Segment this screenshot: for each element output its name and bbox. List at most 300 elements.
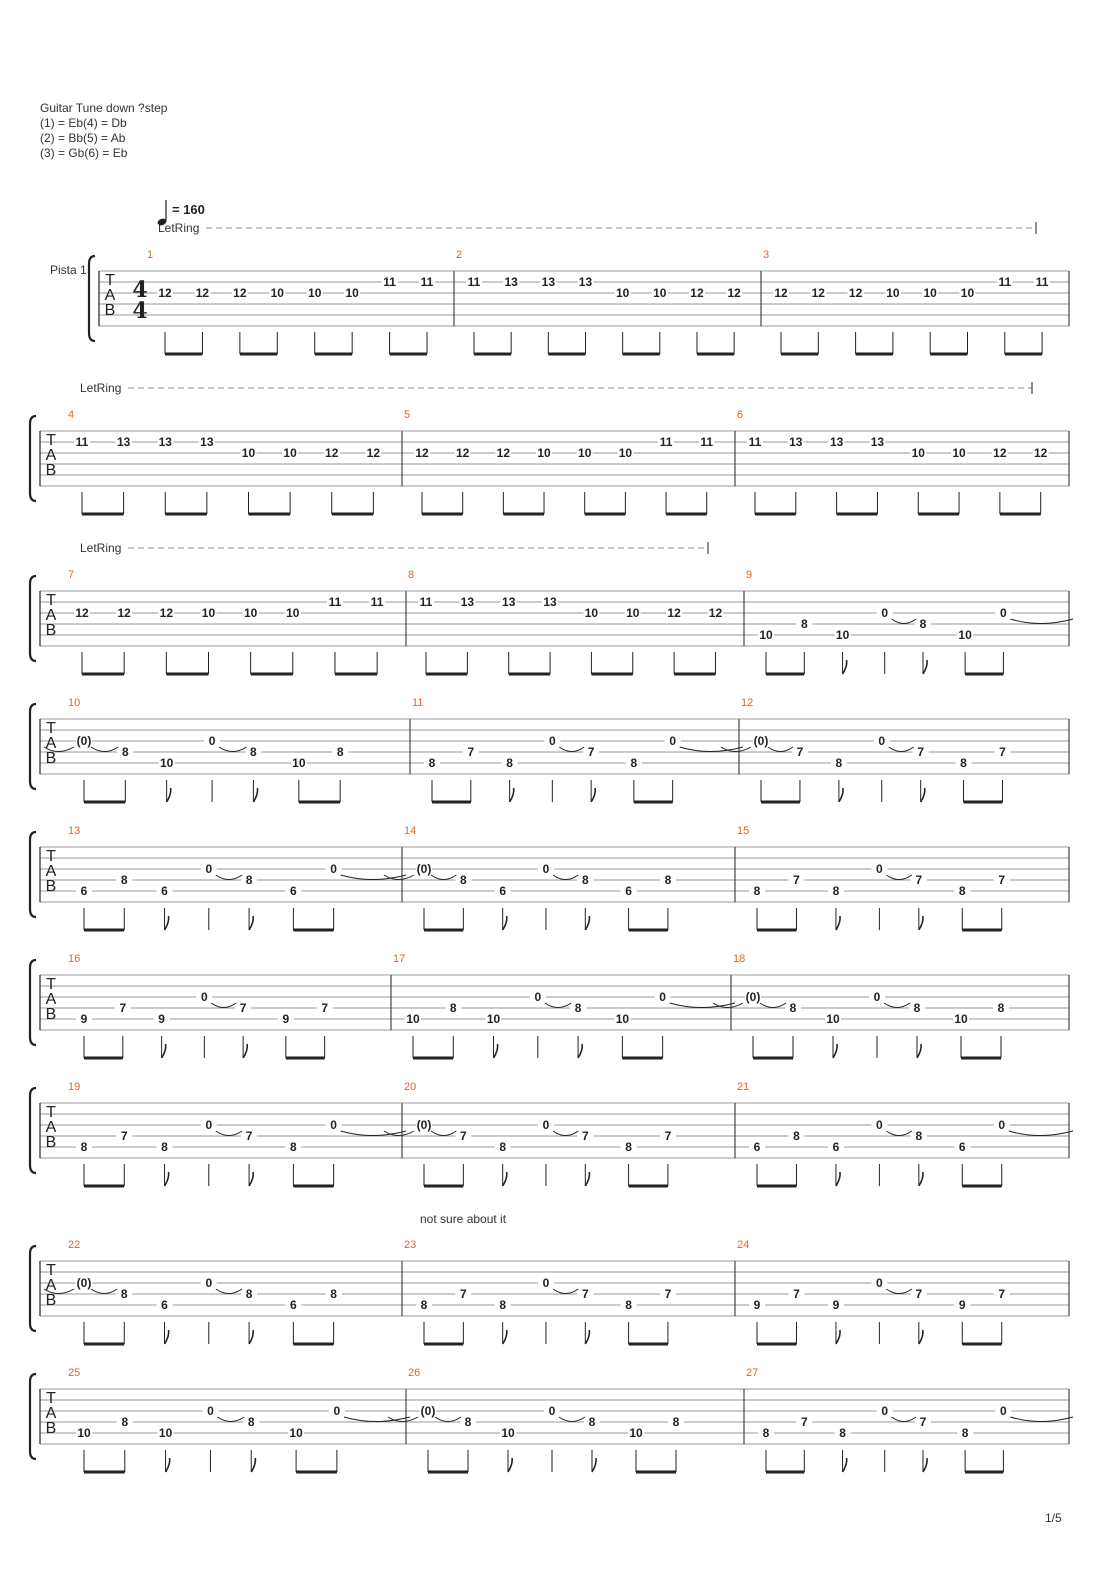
tab-clef-letter: B [45,462,57,479]
tab-clef-letter: B [45,622,57,639]
measure-number: 19 [68,1081,81,1093]
measure-number: 4 [68,409,75,421]
fret-number: 0 [669,734,677,748]
fret-number: 6 [499,884,507,898]
fret-number: 0 [200,990,208,1004]
fret-number: 10 [486,1012,501,1026]
note-flag [921,788,925,802]
measure-number: 1 [147,249,154,261]
note-flag [249,1172,253,1186]
fret-number: 10 [629,1426,643,1440]
fret-number: 0 [881,606,889,620]
tie-arc [892,619,916,624]
note-flag [592,1458,596,1472]
tab-clef-letter: T [46,432,56,449]
fret-number: 12 [415,446,429,460]
fret-number: 12 [774,286,788,300]
fret-number: 8 [449,1001,457,1015]
measure-number: 13 [68,825,81,837]
note-flag [919,916,923,930]
fret-number: 9 [80,1012,88,1026]
system-bracket [30,1246,36,1331]
measure-number: 5 [404,409,411,421]
tab-clef-letter: T [46,1104,56,1121]
note-flag [585,916,589,930]
fret-number: 8 [839,1426,846,1440]
fret-number: 12 [159,606,174,620]
fret-number: 8 [625,1298,632,1312]
fret-number: 10 [77,1426,91,1440]
tab-clef-letter: A [45,1277,57,1294]
fret-number: 11 [419,595,433,609]
fret-number: (0) [76,734,92,748]
tab-clef-letter: B [45,1292,57,1309]
fret-number: (0) [416,1118,432,1132]
note-flag [251,1458,255,1472]
system-bracket [30,1374,36,1459]
fret-number: 7 [915,873,923,887]
fret-number: 0 [998,1118,1006,1132]
tab-clef-letter: B [45,1420,57,1437]
measure-number: 24 [737,1239,750,1251]
tab-clef-letter: T [46,976,56,993]
note-flag [166,1458,170,1472]
tab-clef-letter: A [45,991,57,1008]
note-flag [591,788,595,802]
measure-number: 11 [412,697,424,709]
fret-number: 10 [308,286,322,300]
fret-number: 11 [75,435,89,449]
fret-number: 7 [321,1001,329,1015]
note-flag [162,1044,166,1058]
fret-number: 6 [625,884,632,898]
fret-number: 8 [832,884,840,898]
note-flag [165,1330,169,1344]
measure-number: 20 [404,1081,417,1093]
tie-arc [431,875,456,880]
fret-number: 0 [534,990,542,1004]
fret-number: 10 [923,286,937,300]
measure-number: 2 [456,249,463,261]
note-flag [919,1330,923,1344]
fret-number: 10 [911,446,925,460]
fret-number: 10 [578,446,592,460]
fret-number: 8 [428,756,436,770]
fret-number: 6 [832,1140,840,1154]
fret-number: 11 [998,275,1012,289]
tie-arc [892,1417,916,1422]
fret-number: 8 [250,745,257,759]
tie-arc [216,875,242,880]
fret-number: 10 [615,286,630,300]
note-flag [836,1330,840,1344]
tab-clef-letter: T [46,1390,56,1407]
fret-number: 13 [502,595,516,609]
measure-number: 17 [393,953,406,965]
measure-number: 26 [408,1367,421,1379]
tie-arc [1009,1131,1073,1136]
fret-number: 0 [876,1276,883,1290]
fret-number: 7 [998,873,1006,887]
tab-clef-letter: B [104,302,116,319]
tuning-line-3: (3) = Gb(6) = Eb [40,146,128,160]
fret-number: 0 [873,990,881,1004]
fret-number: 11 [383,275,396,289]
note-flag [833,1044,837,1058]
fret-number: 8 [913,1001,921,1015]
tab-clef-letter: A [45,1405,57,1422]
page-number: 1/5 [1045,1511,1062,1525]
fret-number: 10 [406,1012,420,1026]
fret-number: 8 [672,1415,680,1429]
fret-number: 12 [727,286,741,300]
fret-number: 10 [270,286,284,300]
note-flag [843,1458,847,1472]
measure-number: 18 [733,953,746,965]
fret-number: 8 [290,1140,297,1154]
fret-number: 10 [615,1012,630,1026]
fret-number: 10 [835,628,850,642]
fret-number: 10 [158,1426,173,1440]
fret-number: 0 [333,1404,341,1418]
fret-number: 12 [325,446,339,460]
tie-arc [341,1131,406,1136]
fret-number: 0 [330,862,337,876]
tab-clef-letter: A [45,1119,57,1136]
fret-number: 7 [581,1287,589,1301]
fret-number: 7 [119,1001,127,1015]
fret-number: 9 [832,1298,840,1312]
fret-number: 9 [753,1298,761,1312]
tab-clef-letter: B [45,1006,57,1023]
fret-number: 8 [121,1415,129,1429]
tab-clef-letter: B [45,750,57,767]
measure-number: 9 [746,569,753,581]
fret-number: 8 [789,1001,797,1015]
note-flag [165,916,169,930]
tab-clef-letter: A [45,863,57,880]
fret-number: (0) [76,1276,92,1290]
fret-number: 8 [464,1415,472,1429]
fret-number: 7 [664,1287,672,1301]
fret-number: 13 [200,435,214,449]
fret-number: 8 [762,1426,770,1440]
fret-number: 11 [420,275,434,289]
fret-number: 8 [800,617,808,631]
measure-number: 15 [737,825,750,837]
tie-arc [1010,619,1073,624]
fret-number: 0 [205,1276,213,1290]
measure-number: 16 [68,953,81,965]
system-bracket [30,1088,36,1173]
fret-number: 10 [283,446,297,460]
fret-number: 8 [588,1415,596,1429]
note-flag [510,788,514,802]
fret-number: 7 [796,745,804,759]
fret-number: 0 [205,862,213,876]
measure-number: 3 [763,249,770,261]
fret-number: 8 [958,884,966,898]
tab-clef-letter: B [45,878,57,895]
note-flag [585,1330,589,1344]
fret-number: 8 [919,617,927,631]
annotation-text: not sure about it [420,1212,507,1226]
time-signature-top: 4 [132,277,148,303]
fret-number: 8 [161,1140,168,1154]
fret-number: 7 [998,1287,1006,1301]
fret-number: 7 [245,1129,253,1143]
fret-number: 8 [459,873,467,887]
measure-number: 27 [746,1367,759,1379]
fret-number: 7 [459,1129,467,1143]
fret-number: 12 [848,286,863,300]
tempo-marking: = 160 [172,202,205,217]
tie-arc [545,1003,571,1008]
note-flag [836,916,840,930]
tie-arc [211,1003,236,1008]
fret-number: 8 [121,745,129,759]
fret-number: 10 [626,606,640,620]
note-flag [503,1330,507,1344]
tie-arc [886,1289,911,1294]
fret-number: 10 [201,606,216,620]
fret-number: 7 [120,1129,128,1143]
tab-clef-letter: T [46,592,56,609]
fret-number: (0) [745,990,761,1004]
tab-clef-letter: A [104,287,116,304]
fret-number: 10 [960,286,975,300]
tie-arc [341,875,406,880]
note-flag [508,1458,512,1472]
measure-number: 25 [68,1367,81,1379]
fret-number: 7 [459,1287,467,1301]
tie-arc [91,747,118,752]
fret-number: 13 [870,435,885,449]
fret-number: 8 [247,1415,255,1429]
note-flag [585,1172,589,1186]
fret-number: 12 [75,606,89,620]
fret-number: 10 [954,1012,968,1026]
fret-number: 11 [370,595,384,609]
fret-number: 11 [659,435,673,449]
tie-arc [216,1289,242,1294]
note-flag [578,1044,582,1058]
note-flag [243,1044,247,1058]
tie-arc [1010,1417,1073,1422]
fret-number: 7 [581,1129,589,1143]
fret-number: 10 [653,286,667,300]
fret-number: 10 [618,446,633,460]
fret-number: 8 [915,1129,923,1143]
fret-number: 6 [161,1298,168,1312]
fret-number: 10 [159,756,174,770]
fret-number: 8 [245,873,253,887]
system-bracket [30,416,36,501]
tab-clef-letter: A [45,735,57,752]
fret-number: 13 [116,435,131,449]
note-flag [917,1044,921,1058]
fret-number: 11 [700,435,714,449]
fret-number: 7 [800,1415,808,1429]
fret-number: 9 [958,1298,966,1312]
tab-clef-letter: T [46,848,56,865]
fret-number: 7 [664,1129,672,1143]
tie-arc [435,1417,461,1422]
fret-number: 7 [793,1287,800,1301]
measure-number: 10 [68,697,81,709]
fret-number: 13 [829,435,844,449]
fret-number: 7 [917,745,925,759]
fret-number: 6 [753,1140,761,1154]
tie-arc [344,1417,410,1422]
fret-number: 7 [793,873,800,887]
tie-arc [553,1289,578,1294]
fret-number: 0 [207,1404,214,1418]
fret-number: 0 [876,1118,883,1132]
fret-number: 13 [543,595,557,609]
fret-number: 0 [881,1404,889,1418]
fret-number: (0) [416,862,432,876]
fret-number: 8 [120,1287,128,1301]
measure-number: 14 [404,825,417,837]
fret-number: 8 [499,1298,507,1312]
fret-number: 12 [811,286,825,300]
fret-number: 9 [158,1012,165,1026]
measure-number: 23 [404,1239,417,1251]
fret-number: 10 [958,628,972,642]
note-flag [253,788,257,802]
fret-number: 13 [504,275,518,289]
fret-number: 0 [542,1276,550,1290]
fret-number: 7 [915,1287,923,1301]
fret-number: 12 [993,446,1007,460]
fret-number: 8 [80,1140,88,1154]
fret-number: 0 [542,862,550,876]
tab-clef-letter: T [46,1262,56,1279]
tie-arc [670,1003,735,1008]
tie-arc [886,875,911,880]
measure-number: 8 [408,569,415,581]
fret-number: 11 [328,595,342,609]
let-ring-label: LetRing [80,381,122,395]
fret-number: 10 [826,1012,840,1026]
fret-number: 0 [205,1118,213,1132]
fret-number: 11 [1035,275,1049,289]
fret-number: 12 [233,286,247,300]
fret-number: 0 [548,1404,556,1418]
tie-arc [216,1131,242,1136]
fret-number: 10 [292,756,306,770]
fret-number: 8 [625,1140,632,1154]
measure-number: 21 [737,1081,750,1093]
fret-number: 6 [290,884,297,898]
time-signature-bottom: 4 [132,298,148,324]
fret-number: 10 [501,1426,515,1440]
fret-number: 12 [1033,446,1048,460]
fret-number: 7 [239,1001,247,1015]
fret-number: 8 [630,756,638,770]
note-flag [923,660,927,674]
fret-number: 13 [158,435,172,449]
measure-number: 6 [737,409,744,421]
tie-arc [217,1417,244,1422]
tuning-line-1: (1) = Eb(4) = Db [40,116,127,130]
measure-number: 12 [741,697,754,709]
note-flag [836,1172,840,1186]
fret-number: 8 [960,756,967,770]
fret-number: 8 [330,1287,337,1301]
note-flag [249,1330,253,1344]
fret-number: 11 [748,435,762,449]
fret-number: 0 [878,734,886,748]
fret-number: 0 [659,990,666,1004]
tab-clef-letter: T [46,720,56,737]
fret-number: 7 [587,745,595,759]
fret-number: 8 [997,1001,1005,1015]
fret-number: 8 [506,756,513,770]
tie-arc [889,747,914,752]
fret-number: 8 [664,873,672,887]
system-bracket [30,576,36,661]
fret-number: 10 [289,1426,303,1440]
tab-clef-letter: T [105,272,115,289]
fret-number: (0) [420,1404,436,1418]
note-flag [503,1172,507,1186]
fret-number: 8 [835,756,843,770]
tie-arc [559,747,584,752]
fret-number: 6 [80,884,88,898]
fret-number: 8 [753,884,761,898]
system-bracket [89,256,95,341]
fret-number: 10 [537,446,551,460]
system-bracket [30,960,36,1045]
fret-number: 0 [1000,606,1007,620]
fret-number: 12 [667,606,681,620]
fret-number: 6 [958,1140,966,1154]
fret-number: 12 [117,606,131,620]
note-flag [843,660,847,674]
system-bracket [30,704,36,789]
fret-number: 0 [548,734,556,748]
let-ring-label: LetRing [158,221,200,235]
tuning-line-2: (2) = Bb(5) = Ab [40,131,126,145]
fret-number: (0) [753,734,769,748]
fret-number: 0 [1000,1404,1007,1418]
fret-number: 9 [282,1012,290,1026]
tie-arc [91,1289,117,1294]
measure-number: 22 [68,1239,81,1251]
system-bracket [30,832,36,917]
tie-arc [884,1003,910,1008]
tie-arc [431,1131,456,1136]
fret-number: 8 [499,1140,507,1154]
note-flag [919,1172,923,1186]
fret-number: 10 [243,606,258,620]
fret-number: 0 [208,734,216,748]
fret-number: 7 [999,745,1006,759]
fret-number: 10 [759,628,773,642]
fret-number: 0 [330,1118,337,1132]
note-flag [494,1044,498,1058]
fret-number: 13 [578,275,593,289]
tab-clef-letter: A [45,607,57,624]
fret-number: 12 [158,286,172,300]
fret-number: 10 [286,606,300,620]
measure-number: 7 [68,569,75,581]
fret-number: 10 [886,286,900,300]
fret-number: 10 [952,446,966,460]
fret-number: 8 [574,1001,582,1015]
